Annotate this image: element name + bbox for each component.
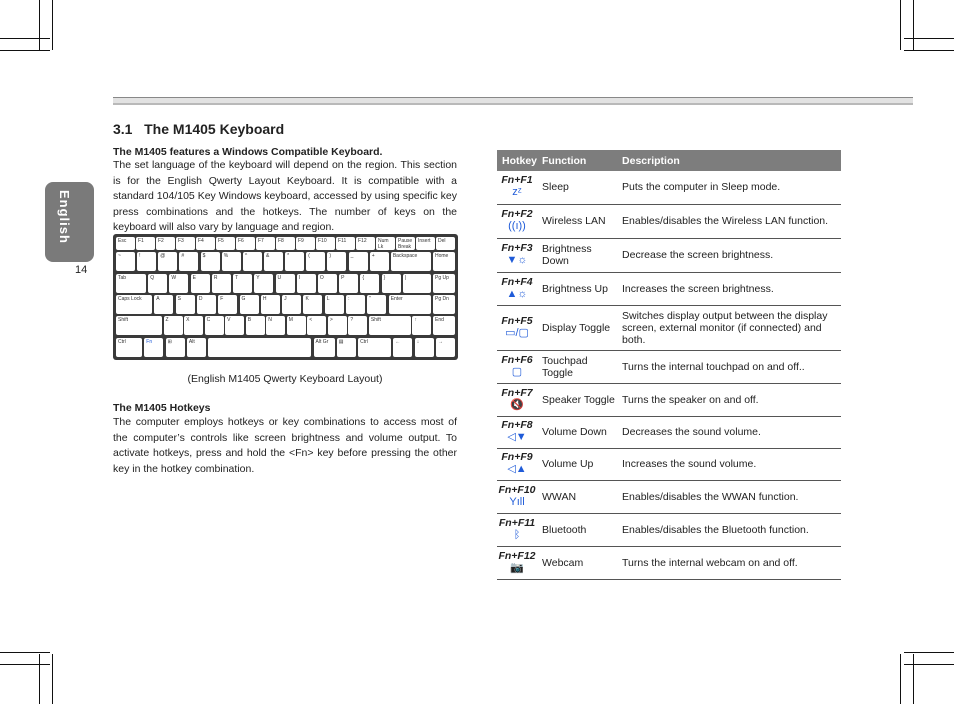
hotkey-table: [497, 150, 841, 580]
hotkey-label: Fn+F8: [501, 419, 533, 431]
table-row: [497, 204, 841, 238]
keyboard-key: Fn: [144, 338, 163, 357]
keyboard-caption: (English M1405 Qwerty Keyboard Layout): [187, 373, 383, 385]
keyboard-key: Caps Lock: [116, 295, 152, 314]
hotkey-cell: [497, 204, 537, 238]
crop-mark: [0, 50, 50, 51]
keyboard-key: F5: [216, 237, 235, 250]
function-cell: Brightness Up: [537, 272, 617, 305]
keyboard-key: *: [285, 252, 304, 271]
keyboard-key: <: [307, 316, 326, 335]
keyboard-key: F12: [356, 237, 375, 250]
hotkey-label: Fn+F11: [498, 516, 536, 529]
keyboard-key: }: [382, 274, 401, 293]
keyboard-key: C: [205, 316, 224, 335]
keyboard-key: Q: [148, 274, 167, 293]
keyboard-key: V: [225, 316, 244, 335]
description-cell: Puts the computer in Sleep mode.: [617, 171, 841, 204]
keyboard-key: _: [349, 252, 368, 271]
speaker-toggle-icon: 🔇: [510, 398, 524, 411]
keyboard-key: ?: [348, 316, 367, 335]
keyboard-key: Alt Gr: [314, 338, 335, 357]
keyboard-layout-image: [113, 234, 458, 360]
display-toggle-icon: ▭/▢: [505, 326, 529, 339]
function-cell: Bluetooth: [537, 513, 617, 546]
keyboard-key: U: [276, 274, 295, 293]
description-cell: Turns the speaker on and off.: [617, 383, 841, 416]
description-cell: Enables/disables the Wireless LAN function.: [617, 204, 841, 238]
keyboard-key: B: [246, 316, 265, 335]
function-cell: Brightness Down: [537, 238, 617, 272]
hotkey-cell: [497, 546, 537, 579]
table-row: [497, 513, 841, 546]
keyboard-key: Shift: [369, 316, 411, 335]
crop-mark: [900, 654, 901, 704]
keyboard-key: ↑: [412, 316, 431, 335]
keyboard-key: W: [169, 274, 188, 293]
brightness-up-icon: ▲☼: [506, 287, 528, 300]
keyboard-key: F10: [316, 237, 335, 250]
hotkey-label: Fn+F6: [501, 353, 533, 366]
keyboard-key: F3: [176, 237, 195, 250]
side-tab-label: English: [57, 190, 72, 244]
function-cell: Sleep: [537, 171, 617, 204]
table-row: [497, 305, 841, 350]
keyboard-key: (: [306, 252, 325, 271]
description-cell: Increases the screen brightness.: [617, 272, 841, 305]
keyboard-key: F9: [296, 237, 315, 250]
hotkey-label: Fn+F5: [501, 314, 533, 327]
keyboard-key: H: [261, 295, 280, 314]
keyboard-key: X: [184, 316, 203, 335]
hotkey-cell: [497, 416, 537, 448]
description-cell: Enables/disables the Bluetooth function.: [617, 513, 841, 546]
keyboard-key: !: [137, 252, 156, 271]
keyboard-key: ^: [243, 252, 262, 271]
keyboard-key: Del: [436, 237, 455, 250]
keyboard-key: Esc: [116, 237, 135, 250]
keyboard-key: Pg Dn: [433, 295, 455, 314]
description-cell: Decrease the screen brightness.: [617, 238, 841, 272]
keyboard-key: T: [233, 274, 252, 293]
keyboard-key: L: [325, 295, 344, 314]
keyboard-key: Backspace: [391, 252, 431, 271]
crop-mark: [904, 664, 954, 665]
keyboard-key: ↓: [415, 338, 434, 357]
keyboard-key: End: [433, 316, 455, 335]
keyboard-key: K: [303, 295, 322, 314]
keyboard-key: N: [266, 316, 285, 335]
table-row: [497, 546, 841, 579]
keyboard-key: Ctrl: [358, 338, 391, 357]
side-language-tab: [45, 182, 94, 262]
keyboard-key: O: [318, 274, 337, 293]
wireless-lan-icon: ((ı)): [508, 220, 526, 232]
hotkey-cell: [497, 448, 537, 480]
keyboard-key: P: [339, 274, 358, 293]
keyboard-key: #: [179, 252, 198, 271]
keyboard-key: E: [191, 274, 210, 293]
keyboard-key: ~: [116, 252, 135, 271]
keyboard-key: %: [222, 252, 241, 271]
volume-down-icon: ◁▼: [507, 431, 527, 443]
crop-mark: [904, 38, 954, 39]
hotkey-label: Fn+F4: [501, 275, 533, 288]
header-function: Function: [537, 150, 617, 171]
description-cell: Enables/disables the WWAN function.: [617, 480, 841, 513]
keyboard-key: Pg Up: [433, 274, 455, 293]
keyboard-key: ▤: [337, 338, 356, 357]
keyboard-key: :: [346, 295, 365, 314]
crop-mark: [0, 652, 50, 653]
description-cell: Turns the internal webcam on and off.: [617, 546, 841, 579]
keyboard-key: Num Lk: [376, 237, 395, 250]
intro-heading: The M1405 features a Windows Compatible Keyboard.: [113, 146, 383, 158]
keyboard-key: F1: [136, 237, 155, 250]
sleep-icon: zᶻ: [512, 186, 522, 199]
crop-mark: [913, 654, 914, 704]
table-row: [497, 480, 841, 513]
description-cell: Increases the sound volume.: [617, 448, 841, 480]
table-row: [497, 383, 841, 416]
function-cell: WWAN: [537, 480, 617, 513]
keyboard-key: Y: [254, 274, 273, 293]
keyboard-key: ): [327, 252, 346, 271]
hotkey-cell: [497, 272, 537, 305]
hotkey-label: Fn+F9: [501, 451, 533, 463]
hotkey-label: Fn+F2: [501, 208, 533, 220]
keyboard-key: F2: [156, 237, 175, 250]
wwan-icon: Yıll: [509, 495, 525, 508]
brightness-down-icon: ▼☼: [506, 254, 528, 266]
hotkey-label: Fn+F10: [498, 483, 536, 496]
page-number: 14: [75, 264, 88, 276]
keyboard-key: S: [176, 295, 195, 314]
crop-mark: [52, 654, 53, 704]
table-header-row: [497, 150, 841, 171]
keyboard-key: $: [201, 252, 220, 271]
section-title: 3.1 The M1405 Keyboard: [113, 121, 285, 137]
header-rule: [113, 97, 913, 105]
keyboard-key: {: [360, 274, 379, 293]
function-cell: Volume Up: [537, 448, 617, 480]
crop-mark: [0, 38, 50, 39]
webcam-icon: 📷: [510, 561, 524, 574]
hotkey-cell: [497, 350, 537, 383]
hotkey-cell: [497, 480, 537, 513]
hotkey-cell: [497, 238, 537, 272]
hotkey-cell: [497, 305, 537, 350]
crop-mark: [52, 0, 53, 50]
bluetooth-icon: ᛒ: [513, 528, 521, 541]
table-row: [497, 171, 841, 204]
crop-mark: [900, 0, 901, 50]
crop-mark: [904, 50, 954, 51]
intro-text: The set language of the keyboard will depend on the region. This section is for the English Qwerty Layout Keyboard. It is compatible with a standard 104/105 Key Windows keyboard, accessed by using specific key press combinations and the hotkeys. The number of keys on the keyboard will also vary by language and region.: [113, 159, 457, 233]
hotkeys-text: The computer employs hotkeys or key combinations to access most of the computer’s controls like screen brightness and volume output. To activate hotkeys, press and hold the <Fn> key before pressing the other key in the hotkey combination.: [113, 416, 457, 475]
function-cell: Webcam: [537, 546, 617, 579]
crop-mark: [0, 664, 50, 665]
hotkey-label: Fn+F1: [501, 174, 533, 187]
hotkey-label: Fn+F3: [501, 242, 533, 254]
keyboard-key: F: [218, 295, 237, 314]
hotkey-cell: [497, 513, 537, 546]
keyboard-key: Shift: [116, 316, 162, 335]
keyboard-key: &: [264, 252, 283, 271]
hotkey-cell: [497, 171, 537, 204]
keyboard-key: A: [154, 295, 173, 314]
keyboard-key: D: [197, 295, 216, 314]
table-row: [497, 238, 841, 272]
description-cell: Decreases the sound volume.: [617, 416, 841, 448]
keyboard-key: R: [212, 274, 231, 293]
keyboard-key: F11: [336, 237, 355, 250]
keyboard-key: Tab: [116, 274, 146, 293]
hotkey-label: Fn+F12: [498, 549, 536, 562]
function-cell: Wireless LAN: [537, 204, 617, 238]
table-row: [497, 272, 841, 305]
table-row: [497, 350, 841, 383]
table-row: [497, 416, 841, 448]
keyboard-key: ": [367, 295, 386, 314]
keyboard-key: ←: [393, 338, 412, 357]
keyboard-key: →: [436, 338, 455, 357]
keyboard-key: |: [403, 274, 431, 293]
keyboard-key: Insert: [416, 237, 435, 250]
keyboard-key: Z: [164, 316, 183, 335]
table-row: [497, 448, 841, 480]
keyboard-key: J: [282, 295, 301, 314]
crop-mark: [39, 0, 40, 50]
keyboard-key: Enter: [389, 295, 431, 314]
function-cell: Display Toggle: [537, 305, 617, 350]
header-hotkey: Hotkey: [497, 150, 537, 171]
keyboard-key: @: [158, 252, 177, 271]
keyboard-key: Pause Break: [396, 237, 415, 250]
keyboard-key: Alt: [187, 338, 206, 357]
function-cell: Speaker Toggle: [537, 383, 617, 416]
touchpad-toggle-icon: ▢: [511, 365, 523, 378]
hotkeys-heading: The M1405 Hotkeys: [113, 402, 211, 414]
keyboard-key: G: [240, 295, 259, 314]
keyboard-key: Home: [433, 252, 455, 271]
crop-mark: [913, 0, 914, 50]
keyboard-key: F4: [196, 237, 215, 250]
keyboard-key: Ctrl: [116, 338, 142, 357]
hotkey-label: Fn+F7: [501, 386, 533, 399]
keyboard-key: +: [370, 252, 389, 271]
header-description: Description: [617, 150, 841, 171]
crop-mark: [39, 654, 40, 704]
keyboard-key: I: [297, 274, 316, 293]
keyboard-key: >: [328, 316, 347, 335]
function-cell: Touchpad Toggle: [537, 350, 617, 383]
keyboard-key: M: [287, 316, 306, 335]
keyboard-key: F6: [236, 237, 255, 250]
volume-up-icon: ◁▲: [507, 463, 527, 475]
keyboard-key: ⊞: [166, 338, 185, 357]
function-cell: Volume Down: [537, 416, 617, 448]
keyboard-key: F8: [276, 237, 295, 250]
crop-mark: [904, 652, 954, 653]
description-cell: Switches display output between the display screen, external monitor (if connected) and both.: [617, 305, 841, 350]
description-cell: Turns the internal touchpad on and off..: [617, 350, 841, 383]
hotkey-cell: [497, 383, 537, 416]
keyboard-key: [208, 338, 311, 357]
keyboard-key: F7: [256, 237, 275, 250]
